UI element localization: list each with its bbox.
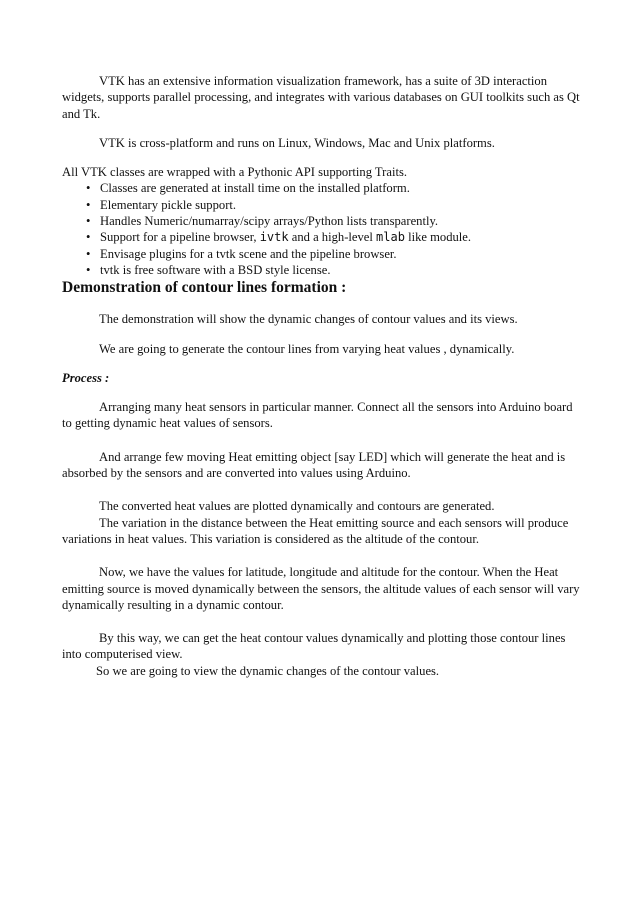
process-paragraph-computerised-view: By this way, we can get the heat contour values dynamically and plotting those contour lines into computerised view. [62,631,566,662]
bullet-marker: • [86,262,91,277]
bullet-marker: • [86,181,91,196]
process-paragraph-variation: The variation in the distance between the Heat emitting source and each sensors will produce variations in heat values. This variation is considered as the altitude of the contour. [62,515,569,546]
list-item [86,262,582,278]
section-heading-demonstration: Demonstration of contour lines formation : [62,279,347,297]
intro-paragraph-vtk-framework: VTK has an extensive information visualization framework, has a suite of 3D interaction widgets, supports parallel processing, and integrates with various databases on GUI toolkits such as Qt and Tk. [62,74,580,121]
demo-paragraph-generate: We are going to generate the contour lines from varying heat values , dynamically. [99,341,515,356]
list-item-text: tvtk is free software with a BSD style license. [100,262,331,277]
bullet-marker: • [86,214,91,229]
bullet-marker: • [86,230,91,245]
process-paragraph-heat-object: And arrange few moving Heat emitting object [say LED] which will generate the heat and is absorbed by the sensors and are converted into values using Arduino. [62,449,566,481]
process-paragraph-conclusion: So we are going to view the dynamic changes of the contour values. [96,663,440,678]
bullet-marker: • [86,246,91,261]
list-item-text-part: Support for a pipeline browser, [100,230,260,245]
list-item-text [100,230,471,244]
list-item-text-part: and a high-level [288,230,377,245]
code-mlab: mlab [376,230,405,245]
list-item [86,180,582,196]
process-paragraph-plotting: The converted heat values are plotted dynamically and contours are generated. [99,499,495,514]
list-item [86,213,582,229]
bullet-marker: • [86,197,91,212]
intro-paragraph-cross-platform: VTK is cross-platform and runs on Linux, Windows, Mac and Unix platforms. [99,135,495,150]
demo-paragraph-overview: The demonstration will show the dynamic changes of contour values and its views. [99,312,518,327]
list-item-text: Envisage plugins for a tvtk scene and the pipeline browser. [100,246,397,261]
list-item-text: Handles Numeric/numarray/scipy arrays/Python lists transparently. [100,214,439,229]
process-paragraph-sensors: Arranging many heat sensors in particular manner. Connect all the sensors into Arduino board to getting dynamic heat values of sensors. [62,400,573,431]
list-item-text: Elementary pickle support. [100,197,237,212]
feature-bullet-list [62,180,582,278]
intro-paragraph-pythonic-api: All VTK classes are wrapped with a Pythonic API supporting Traits. [62,165,408,180]
process-paragraph-coordinates: Now, we have the values for latitude, longitude and altitude for the contour. When the Heat emitting source is moved dynamically between the sensors, the altitude values of each sensor will vary dynamically resulting in a dynamic contour. [62,565,580,612]
list-item-text: Classes are generated at install time on the installed platform. [100,181,410,196]
code-ivtk: ivtk [259,230,289,245]
list-item-text-part: like module. [404,230,472,245]
document-page [62,73,582,679]
list-item [86,229,582,245]
list-item [86,197,582,213]
process-heading: Process : [62,370,110,385]
list-item [86,246,582,262]
